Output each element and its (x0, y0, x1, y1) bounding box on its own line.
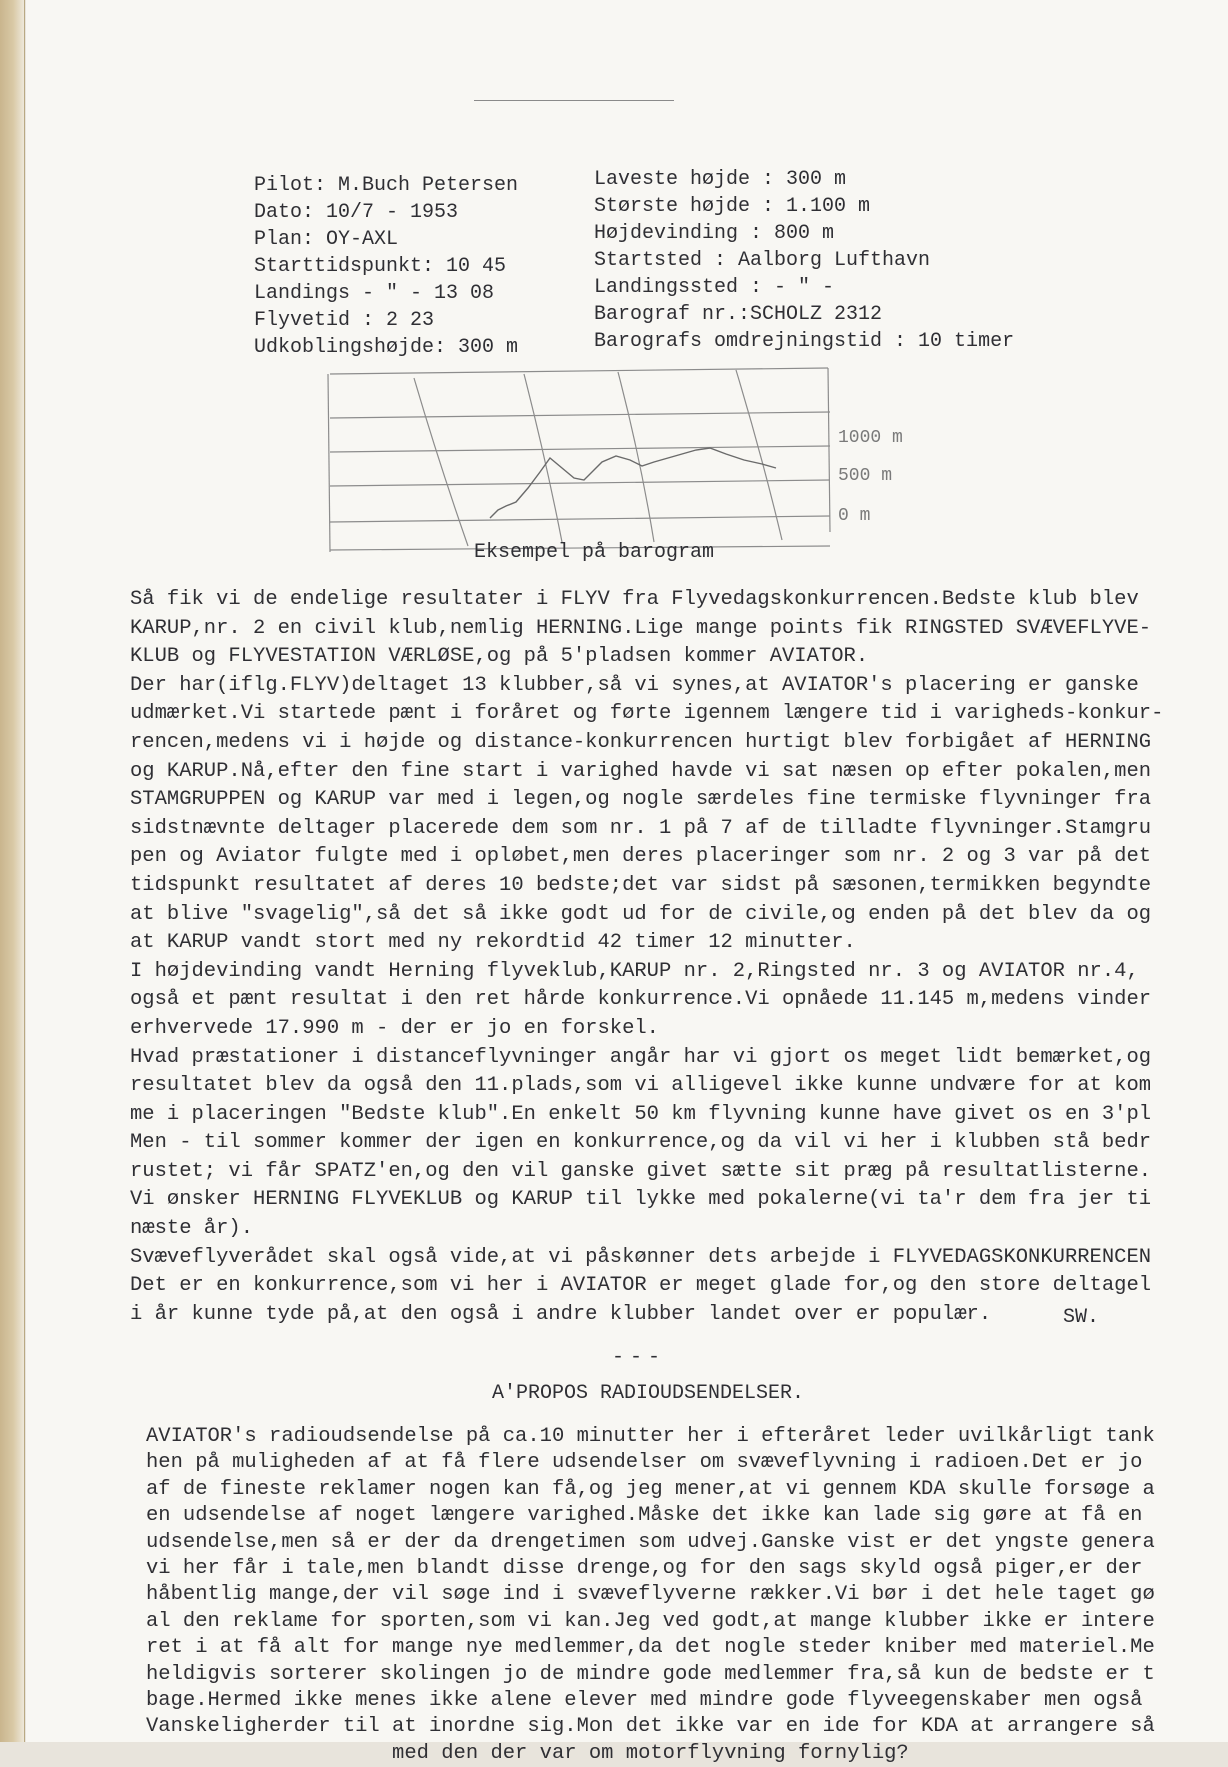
text-line: Så fik vi de endelige resultater i FLYV fra Flyvedagskonkurrencen.Bedste klub blev (130, 588, 1139, 611)
text-line: og KARUP.Nå,efter den fine start i varighed havde vi sat næsen op efter pokalen,men (130, 759, 1152, 783)
info-landing-time: Landings - " - 13 08 (254, 282, 495, 305)
section-separator: --- (612, 1346, 667, 1369)
barogram-caption: Eksempel på barogram (474, 541, 715, 564)
text-line: ret i at få alt for mange nye medlemmer,da det nogle steder kniber med materiel.Me (146, 1636, 1155, 1660)
text-line: sidstnævnte deltager placerede dem som nr. 1 på 7 af de tilladte flyvninger.Stamgru (130, 816, 1152, 840)
barogram-time-arc (524, 374, 562, 542)
info-release-height: Udkoblingshøjde: 300 m (254, 336, 519, 359)
article-radio (146, 1424, 1228, 1767)
text-line: heldigvis sorterer skolingen jo de mindre gode medlemmer fra,så kun de bedste er t (146, 1662, 1155, 1686)
text-line: rustet; vi får SPATZ'en,og den vil ganske givet sætte sit præg på resultatlisterne. (130, 1159, 1152, 1183)
text-line: Der har(iflg.FLYV)deltaget 13 klubber,så vi synes,at AVIATOR's placering er ganske (130, 673, 1139, 697)
info-pilot: Pilot: M.Buch Petersen (254, 174, 519, 197)
barogram-grid-line (330, 516, 830, 522)
text-line: håbentlig mange,der vil søge ind i svæveflyverne rækker.Vi bør i det hele taget gø (146, 1583, 1155, 1607)
text-line: Men - til sommer kommer der igen en konkurrence,og da vil vi her i klubben stå bedr (130, 1131, 1152, 1155)
text-line: bage.Hermed ikke menes ikke alene elever med mindre gode flyveegenskaber men også (146, 1689, 1143, 1713)
text-line: KARUP,nr. 2 en civil klub,nemlig HERNING.Lige mange points fik RINGSTED SVÆVEFLYVE- (130, 616, 1152, 640)
text-line: også et pænt resultat i den ret hårde konkurrence.Vi opnåede 11.145 m,medens vinder (130, 988, 1152, 1012)
text-line: med den der var om motorflyvning fornylig? (146, 1741, 909, 1765)
info-plane: Plan: OY-AXL (254, 228, 399, 251)
text-line: al den reklame for sporten,som vi kan.Jeg ved godt,at mange klubber ikke er intere (146, 1609, 1155, 1633)
binder-spine (0, 0, 25, 1742)
info-highest-height: Største højde : 1.100 m (594, 195, 871, 218)
article-results (130, 586, 1228, 1329)
barogram-grid-line (330, 446, 830, 452)
barogram-figure (318, 360, 950, 560)
section-heading: A'PROPOS RADIOUDSENDELSER. (492, 1382, 805, 1405)
top-rule (474, 100, 674, 101)
text-line: me i placeringen "Bedste klub".En enkelt 50 km flyvning kunne have givet os en 3'pl (130, 1102, 1152, 1126)
text-line: KLUB og FLYVESTATION VÆRLØSE,og på 5'pladsen kommer AVIATOR. (130, 645, 869, 669)
text-line: udsendelse,men så er der da drengetimen som udvej.Ganske vist er det yngste genera (146, 1530, 1155, 1554)
barogram-label-0: 0 m (838, 506, 871, 526)
text-line: tidspunkt resultatet af deres 10 bedste;det var sidst på sæsonen,termikken begyndte (130, 873, 1152, 897)
barogram-label-500: 500 m (838, 466, 893, 486)
info-date: Dato: 10/7 - 1953 (254, 201, 459, 224)
text-line: i år kunne tyde på,at den også i andre klubber landet over er populær. (130, 1302, 992, 1326)
info-start-place: Startsted : Aalborg Lufthavn (594, 249, 931, 272)
info-start-time: Starttidspunkt: 10 45 (254, 255, 507, 278)
text-line: udmærket.Vi startede pænt i foråret og førte igennem længere tid i varigheds-konkur- (130, 702, 1164, 726)
text-line: I højdevinding vandt Herning flyveklub,KARUP nr. 2,Ringsted nr. 3 og AVIATOR nr.4, (130, 959, 1139, 983)
info-barograph-rotation: Barografs omdrejningstid : 10 timer (594, 330, 1015, 353)
info-flight-time: Flyvetid : 2 23 (254, 309, 435, 332)
info-landing-place: Landingssted : - " - (594, 276, 835, 299)
signature: SW. (1063, 1306, 1100, 1329)
barogram-time-arc (736, 370, 782, 540)
text-line: pen og Aviator fulgte med i opløbet,men deres placeringer som nr. 2 og 3 var på det (130, 845, 1152, 869)
text-line: at KARUP vandt stort med ny rekordtid 42 timer 12 minutter. (130, 931, 856, 955)
info-lowest-height: Laveste højde : 300 m (594, 168, 847, 191)
info-barograph-no: Barograf nr.:SCHOLZ 2312 (594, 303, 883, 326)
barogram-label-1000: 1000 m (838, 428, 903, 448)
text-line: at blive "svagelig",så det så ikke godt ud for de civile,og enden på det blev da og (130, 902, 1152, 926)
text-line: Svæveflyverådet skal også vide,at vi påskønner dets arbejde i FLYVEDAGSKONKURRENCEN (130, 1245, 1152, 1269)
text-line: resultatet blev da også den 11.plads,som vi alligevel ikke kunne undvære for at kom (130, 1074, 1152, 1098)
flight-info-right (594, 166, 1014, 355)
barogram-grid-line (330, 480, 830, 486)
text-line: STAMGRUPPEN og KARUP var med i legen,og nogle særdeles fine termiske flyvninger fra (130, 788, 1152, 812)
barogram-frame-left (328, 374, 330, 552)
text-line: Hvad præstationer i distanceflyvninger angår har vi gjort os meget lidt bemærket,og (130, 1045, 1152, 1069)
text-line: Vanskeligherder til at inordne sig.Mon det ikke var en ide for KDA at arrangere så (146, 1715, 1155, 1739)
text-line: næste år). (130, 1217, 254, 1241)
text-line: AVIATOR's radioudsendelse på ca.10 minutter her i efteråret leder uvilkårligt tank (146, 1425, 1155, 1448)
text-line: en udsendelse af noget længere varighed.Måske det ikke kan lade sig gøre at få en (146, 1504, 1143, 1528)
barogram-frame-right (828, 368, 830, 532)
text-line: af de fineste reklamer nogen kan få,og jeg mener,at vi gennem KDA skulle forsøge a (146, 1477, 1155, 1501)
text-line: vi her får i tale,men blandt disse drenge,og for den sags skyld også piger,er der (146, 1557, 1143, 1581)
text-line: erhvervede 17.990 m - der er jo en forskel. (130, 1016, 659, 1040)
barogram-time-arc (618, 372, 654, 542)
text-line: hen på muligheden af at få flere udsendelser om svæveflyvning i radioen.Det er jo (146, 1451, 1143, 1475)
barogram-chart (318, 360, 950, 560)
text-line: Vi ønsker HERNING FLYVEKLUB og KARUP til lykke med pokalerne(vi ta'r dem fra jer ti (130, 1188, 1152, 1212)
text-line: rencen,medens vi i højde og distance-konkurrencen hurtigt blev forbigået af HERNING (130, 730, 1152, 754)
flight-info-left (254, 172, 518, 361)
barogram-grid-line (330, 412, 830, 418)
barogram-frame-top (330, 368, 828, 374)
text-line: Det er en konkurrence,som vi her i AVIATOR er meget glade for,og den store deltagel (130, 1274, 1152, 1298)
info-height-gain: Højdevinding : 800 m (594, 222, 835, 245)
